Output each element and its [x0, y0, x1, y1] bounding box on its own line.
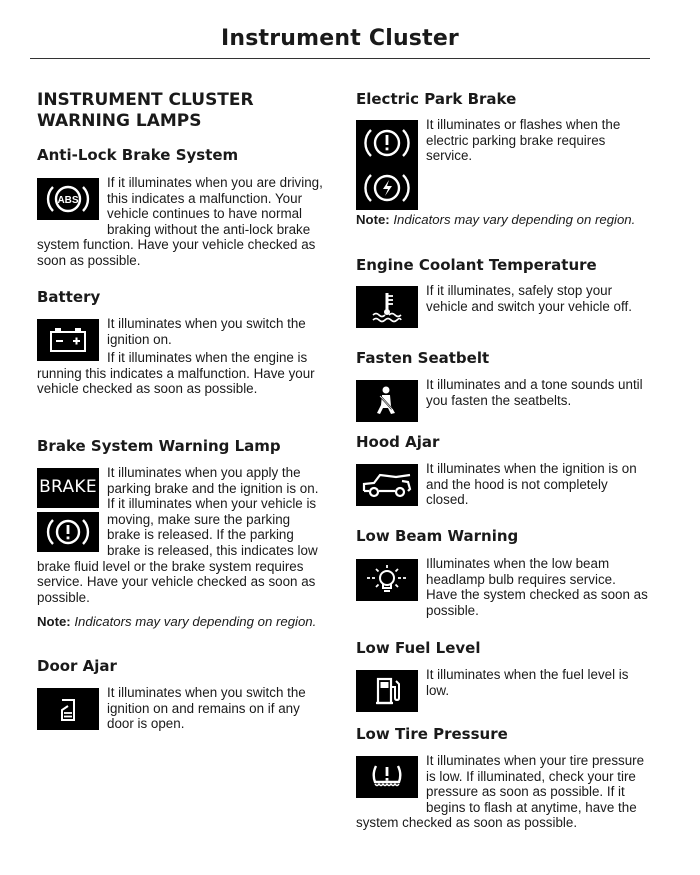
fuel-pump-icon — [356, 670, 418, 712]
section-heading-brake-system: Brake System Warning Lamp — [37, 437, 281, 455]
section-low-fuel — [356, 667, 648, 714]
section-brake-system-text: It illuminates when you apply the parking brake and the ignition is on. If it illuminates when your vehicle is moving, make sure the parking brake is released. If the parking brake is released, this indicates low brake fluid level or the brake system requires service. Have your vehicle checked as soon as possible. — [37, 465, 319, 605]
section-coolant-text: If it illuminates, safely stop your vehicle and switch your vehicle off. — [426, 283, 632, 314]
section-electric-park-brake-text: It illuminates or flashes when the electric parking brake requires service. — [426, 117, 621, 164]
main-heading: INSTRUMENT CLUSTER WARNING LAMPS — [37, 90, 254, 131]
brake-text-icon: BRAKE — [37, 468, 99, 508]
section-battery — [37, 316, 327, 397]
section-heading-battery: Battery — [37, 288, 101, 306]
title-divider — [30, 58, 650, 59]
section-low-fuel-text: It illuminates when the fuel level is low. — [426, 667, 629, 698]
park-brake-icon-group — [356, 120, 418, 210]
hood-ajar-icon — [356, 464, 418, 506]
section-coolant — [356, 283, 648, 330]
section-electric-park-brake — [356, 117, 648, 212]
left-note-label: Note: — [37, 614, 71, 629]
section-battery-text-2: If it illuminates when the engine is running this indicates a malfunction. Have your vehicle checked as soon as possible. — [37, 350, 315, 397]
section-heading-low-beam: Low Beam Warning — [356, 527, 519, 545]
section-heading-coolant: Engine Coolant Temperature — [356, 256, 597, 274]
section-brake-system — [37, 465, 327, 605]
section-seatbelt — [356, 377, 648, 424]
low-beam-bulb-icon — [356, 559, 418, 601]
section-door-ajar-text: It illuminates when you switch the ignition on and remains on if any door is open. — [107, 685, 306, 732]
section-heading-hood-ajar: Hood Ajar — [356, 433, 440, 451]
section-heading-door-ajar: Door Ajar — [37, 657, 117, 675]
section-low-beam-text: Illuminates when the low beam headlamp bulb requires service. Have the system checked as soon as possible. — [426, 556, 648, 618]
section-heading-low-fuel: Low Fuel Level — [356, 639, 481, 657]
brake-warning-icon — [37, 512, 99, 552]
tire-pressure-icon — [356, 756, 418, 798]
svg-text:ABS: ABS — [57, 195, 79, 206]
electric-park-brake-icon — [364, 169, 410, 207]
section-heading-seatbelt: Fasten Seatbelt — [356, 349, 490, 367]
section-low-beam — [356, 556, 648, 618]
section-seatbelt-text: It illuminates and a tone sounds until you fasten the seatbelts. — [426, 377, 643, 408]
battery-icon — [37, 319, 99, 361]
right-note — [356, 212, 648, 228]
section-battery-text: It illuminates when you switch the ignition on. — [107, 316, 306, 347]
right-note-label: Note: — [356, 212, 390, 227]
section-hood-ajar-text: It illuminates when the ignition is on and the hood is not completely closed. — [426, 461, 637, 508]
door-ajar-icon — [37, 688, 99, 730]
brake-icon-group — [37, 468, 99, 552]
left-note-text: Indicators may vary depending on region. — [74, 614, 317, 629]
section-abs-text: If it illuminates when you are driving, this indicates a malfunction. Your vehicle continues to have normal braking without the anti-lock brake system function. Have your vehicle checked as soon as possible. — [37, 175, 323, 268]
park-brake-warning-icon — [364, 124, 410, 162]
coolant-temperature-icon — [356, 286, 418, 328]
right-note-text: Indicators may vary depending on region. — [393, 212, 636, 227]
page-title: Instrument Cluster — [221, 26, 459, 51]
section-abs — [37, 175, 327, 269]
seatbelt-icon — [356, 380, 418, 422]
section-hood-ajar — [356, 461, 648, 508]
section-tire-pressure-text: It illuminates when your tire pressure is low. If illuminated, check your tire pressure as soon as possible. If it begins to flash at anytime, have the system checked as soon as possible. — [356, 753, 645, 831]
section-heading-tire-pressure: Low Tire Pressure — [356, 725, 508, 743]
left-note — [37, 614, 327, 630]
section-heading-electric-park-brake: Electric Park Brake — [356, 90, 517, 108]
section-heading-abs: Anti-Lock Brake System — [37, 146, 239, 164]
section-door-ajar — [37, 685, 327, 732]
section-tire-pressure — [356, 753, 648, 831]
abs-warning-icon — [37, 178, 99, 220]
